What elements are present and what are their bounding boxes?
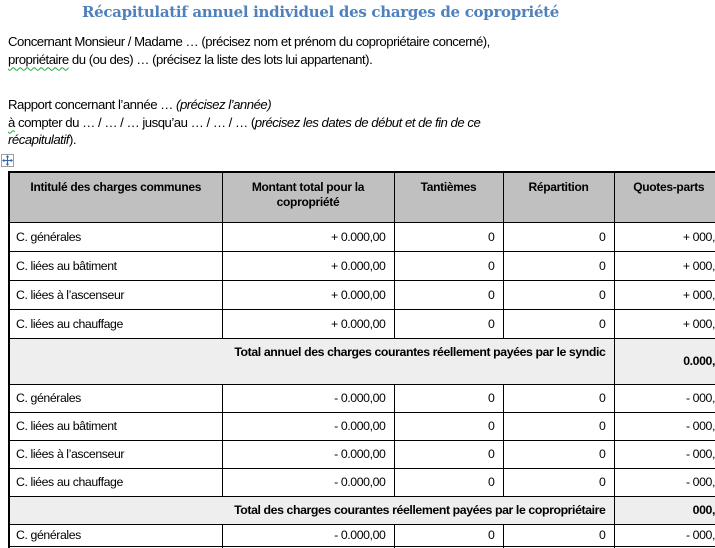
quote-part-cell: - 000, <box>614 440 715 468</box>
text-segment: ). <box>68 132 77 147</box>
repartition-cell: 0 <box>503 251 614 280</box>
text-line <box>8 33 490 51</box>
amount-cell: + 0.000,00 <box>222 222 394 251</box>
table-move-handle[interactable] <box>1 154 14 167</box>
col-header-montant: Montant total pour la copropriété <box>222 172 394 222</box>
tantiemes-cell: 0 <box>394 468 503 496</box>
page-title: Récapitulatif annuel individuel des charges de copropriété <box>81 3 560 21</box>
text-segment: Concernant Monsieur / Madame … (précisez nom et prénom du copropriétaire concerné), <box>8 34 490 49</box>
tantiemes-cell: 0 <box>394 280 503 309</box>
intro-paragraph-1 <box>8 33 490 68</box>
text-segment: Rapport concernant l’année … <box>8 97 177 112</box>
text-line <box>8 114 480 132</box>
repartition-cell: 0 <box>503 384 614 412</box>
table-row <box>9 468 715 496</box>
tantiemes-cell: 0 <box>394 440 503 468</box>
four-way-arrow-icon <box>2 155 13 166</box>
total-value-cell: 000, <box>614 496 715 524</box>
amount-cell: + 0.000,00 <box>222 280 394 309</box>
text-segment: compter du … / … / … jusqu’au … / … / … ( <box>14 114 255 130</box>
total-label-cell: Total annuel des charges courantes réellement payées par le syndic <box>9 338 614 384</box>
amount-cell: + 0.000,00 <box>222 251 394 280</box>
repartition-cell: 0 <box>503 309 614 338</box>
amount-cell: - 0.000,00 <box>222 524 394 546</box>
table-row <box>9 384 715 412</box>
intro-paragraph-2 <box>8 96 480 149</box>
repartition-cell: 0 <box>503 468 614 496</box>
col-header-intitule: Intitulé des charges communes <box>9 172 222 222</box>
amount-cell: - 0.000,00 <box>222 440 394 468</box>
text-segment: du (ou des) … (précisez la liste des lots lui appartenant). <box>68 51 373 67</box>
amount-cell: - 0.000,00 <box>222 384 394 412</box>
tantiemes-cell: 0 <box>394 412 503 440</box>
grammar-flagged-word: propriétaire <box>8 51 69 67</box>
charge-label-cell: C. liées à l’ascenseur <box>9 280 222 309</box>
text-line <box>8 96 480 114</box>
quote-part-cell: - 000, <box>614 384 715 412</box>
total-label-cell: Total des charges courantes réellement payées par le copropriétaire <box>9 496 614 524</box>
table-row <box>9 440 715 468</box>
tantiemes-cell: 0 <box>394 524 503 546</box>
repartition-cell: 0 <box>503 222 614 251</box>
text-segment-italic: récapitulatif <box>8 132 69 147</box>
table-row <box>9 309 715 338</box>
table-row <box>9 412 715 440</box>
amount-cell: - 0.000,00 <box>222 412 394 440</box>
quote-part-cell: - 000, <box>614 412 715 440</box>
quote-part-cell: + 000, <box>614 222 715 251</box>
col-header-quotes-parts: Quotes-parts <box>614 172 715 222</box>
charge-label-cell: C. liées au chauffage <box>9 309 222 338</box>
quote-part-cell: + 000, <box>614 280 715 309</box>
repartition-cell: 0 <box>503 524 614 546</box>
charges-table <box>8 171 715 548</box>
quote-part-cell: + 000, <box>614 251 715 280</box>
text-segment-italic: (précisez l’année) <box>176 97 272 112</box>
tantiemes-cell: 0 <box>394 309 503 338</box>
table-row <box>9 251 715 280</box>
repartition-cell: 0 <box>503 440 614 468</box>
charge-label-cell: C. liées au bâtiment <box>9 412 222 440</box>
table-row <box>9 524 715 546</box>
charge-label-cell: C. liées à l’ascenseur <box>9 440 222 468</box>
text-line <box>8 131 480 149</box>
total-copropriétaire-row <box>9 496 715 524</box>
total-syndic-row <box>9 338 715 384</box>
col-header-repartition: Répartition <box>503 172 614 222</box>
text-segment-italic: précisez les dates de début et de fin de ce <box>254 114 481 130</box>
total-value-cell: 0.000, <box>614 338 715 384</box>
charge-label-cell: C. générales <box>9 524 222 546</box>
quote-part-cell: + 000, <box>614 309 715 338</box>
tantiemes-cell: 0 <box>394 222 503 251</box>
tantiemes-cell: 0 <box>394 384 503 412</box>
text-line <box>8 51 490 69</box>
charge-label-cell: C. générales <box>9 384 222 412</box>
quote-part-cell: - 000, <box>614 468 715 496</box>
amount-cell: + 0.000,00 <box>222 309 394 338</box>
quote-part-cell: - 000, <box>614 524 715 546</box>
amount-cell: - 0.000,00 <box>222 468 394 496</box>
repartition-cell: 0 <box>503 412 614 440</box>
col-header-tantiemes: Tantièmes <box>394 172 503 222</box>
table-row <box>9 280 715 309</box>
table-row <box>9 222 715 251</box>
table-header-row <box>9 172 715 222</box>
repartition-cell: 0 <box>503 280 614 309</box>
tantiemes-cell: 0 <box>394 251 503 280</box>
grammar-flagged-word: à <box>8 114 15 130</box>
charge-label-cell: C. liées au bâtiment <box>9 251 222 280</box>
charge-label-cell: C. générales <box>9 222 222 251</box>
charge-label-cell: C. liées au chauffage <box>9 468 222 496</box>
